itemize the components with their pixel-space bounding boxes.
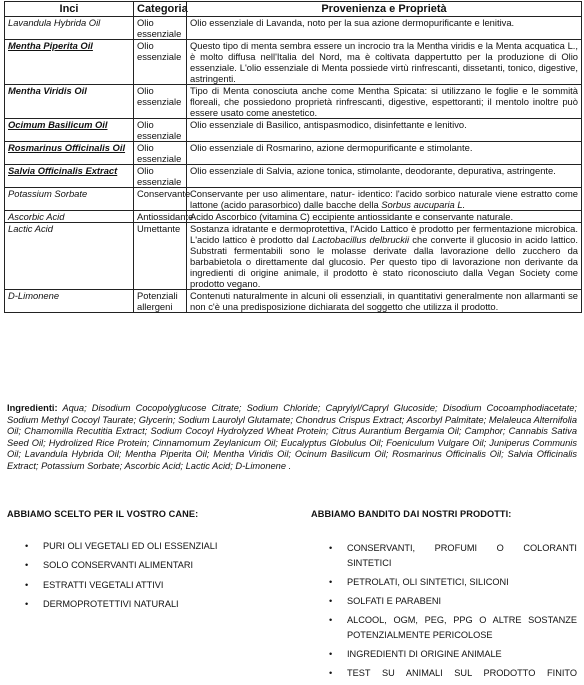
list-item: • DERMOPROTETTIVI NATURALI xyxy=(23,599,217,618)
list-item-line: TEST SU ANIMALI SUL PRODOTTO FINITO xyxy=(347,668,577,678)
table-row xyxy=(5,85,582,119)
description-text: che converte il glucosio in acido lattico. Substrati fermentabili sono le molasse derivate dalla lavorazione dello zucchero da barbabietola o direttamente dal glucosio. Per questo tipo di lavorazione non derivante da ingredienti di origine animale, il prodotto è stato riconosciuto dalla Vegan Society come prodotto vegano. xyxy=(190,234,578,289)
ingredients-paragraph xyxy=(7,403,577,472)
inci-name: Ocimum Basilicum Oil xyxy=(5,119,134,142)
description xyxy=(187,188,582,211)
banned-list xyxy=(327,541,577,685)
inci-name: Ascorbic Acid xyxy=(5,211,134,223)
species-name: Lactobacillus delbruckii xyxy=(312,234,410,245)
table-header-row xyxy=(5,2,582,17)
list-item-line: INGREDIENTI DI ORIGINE ANIMALE xyxy=(347,649,502,659)
chosen-list xyxy=(23,541,217,619)
category: Olio essenziale xyxy=(134,85,187,119)
inci-name: Mentha Viridis Oil xyxy=(5,85,134,119)
description-text: Conservante per uso alimentare, natur- identico: l'acido sorbico naturale viene estratto come lattone (acido parasorbico) dalle bacche della xyxy=(190,188,578,210)
category: Olio essenziale xyxy=(134,119,187,142)
header-provenienza: Provenienza e Proprietà xyxy=(187,2,582,17)
table-row xyxy=(5,165,582,188)
category: Olio essenziale xyxy=(134,142,187,165)
inci-name: Rosmarinus Officinalis Oil xyxy=(5,142,134,165)
inci-name: Mentha Piperita Oil xyxy=(5,40,134,85)
table-row xyxy=(5,119,582,142)
list-item xyxy=(327,666,577,681)
table-row xyxy=(5,223,582,290)
category: Conservante xyxy=(134,188,187,211)
list-item-line: PETROLATI, OLI SINTETICI, SILICONI xyxy=(347,577,509,587)
table-row xyxy=(5,211,582,223)
category: Olio essenziale xyxy=(134,40,187,85)
ingredients-list: Aqua; Disodium Cocopolyglucose Citrate; Sodium Chloride; Caprylyl/Capryl Glucoside; Disodium Cocoamphodiacetate; Sodium Methyl Cocoyl Taurate; Glycerin; Sodium Laurolyl Glutamate; Chondrus Crispus Extract; Ascorbyl Palmitate; Melaleuca Alternifolia Oil; Chamomilla Recutitia Extract; Sodium Cocoyl Hydrolyzed Wheat Protein; Citrus Aurantium Bergamia Oil; Camphor; Cannabis Sativa Seed Oil; Hydrolized Rice Protein; Cinnamomum Zeylanicum Oil; Eucalyptus Globulus Oil; Foeniculum Vulgare Oil; Juniperus Communis Oil; Lavandula Hybrida Oil; Mentha Piperita Oil; Mentha Viridis Oil; Ocinum Basilicum Oil; Rosmarinus Officinalis Oil; Salvia Officinalis Extract; Potassium Sorbate; Ascorbic Acid; Lactic Acid; D-Limonene . xyxy=(7,403,577,471)
ingredients-label: Ingredienti: xyxy=(7,403,58,413)
description: Questo tipo di menta sembra essere un incrocio tra la Mentha viridis e la Menta acquatica L., è molto diffusa nell'Italia del Nord, ma è coltivata dappertutto per la produzione di Olio essenziale. L'olio essenziale di Menta possiede virtù rinfrescanti, dissetanti, tonico, digestive, astringenti. xyxy=(187,40,582,85)
inci-name: Lactic Acid xyxy=(5,223,134,290)
table-row xyxy=(5,142,582,165)
list-item: • SOLO CONSERVANTI ALIMENTARI xyxy=(23,560,217,579)
description: Olio essenziale di Lavanda, noto per la sua azione dermopurificante e lenitiva. xyxy=(187,17,582,40)
description-text: Sostanza idratante e dermoprotettiva, l'Acido Lattico è prodotto per fermentazione microbica. L'acido lattico è prodotto dal xyxy=(190,223,578,245)
list-item xyxy=(327,647,577,662)
description: Olio essenziale di Rosmarino, azione dermopurificante e stimolante. xyxy=(187,142,582,165)
category: Olio essenziale xyxy=(134,165,187,188)
description: Acido Ascorbico (vitamina C) eccipiente antiossidante e conservante naturale. xyxy=(187,211,582,223)
list-item xyxy=(327,594,577,609)
list-item-line: SINTETICI xyxy=(347,558,392,568)
inci-name: Lavandula Hybrida Oil xyxy=(5,17,134,40)
description: Olio essenziale di Basilico, antispasmodico, disinfettante e lenitivo. xyxy=(187,119,582,142)
category: Umettante xyxy=(134,223,187,290)
list-item-line: SOLFATI E PARABENI xyxy=(347,596,442,606)
description: Tipo di Menta conosciuta anche come Mentha Spicata: si utilizzano le foglie e le sommità floreali, che possiedono proprietà rinfrescanti, digestive, espettoranti; il mentolo inoltre può essere usato come anestetico. xyxy=(187,85,582,119)
table-row xyxy=(5,17,582,40)
category: Potenziali allergeni xyxy=(134,290,187,313)
description xyxy=(187,223,582,290)
list-item: • ESTRATTI VEGETALI ATTIVI xyxy=(23,580,217,599)
inci-name: Potassium Sorbate xyxy=(5,188,134,211)
list-item-line: ALCOOL, OGM, PEG, PPG O ALTRE SOSTANZE xyxy=(347,615,577,625)
list-item xyxy=(327,541,577,571)
description: Contenuti naturalmente in alcuni oli essenziali, in quantitativi generalmente non allarmanti se non c'è una predisposizione dichiarata del soggetto che utilizza il prodotto. xyxy=(187,290,582,313)
inci-name: D-Limonene xyxy=(5,290,134,313)
list-item-line: CONSERVANTI, PROFUMI O COLORANTI xyxy=(347,543,577,553)
table-row xyxy=(5,40,582,85)
chosen-title: ABBIAMO SCELTO PER IL VOSTRO CANE: xyxy=(7,509,199,519)
species-name: Sorbus aucuparia L. xyxy=(381,199,466,210)
category: Olio essenziale xyxy=(134,17,187,40)
description: Olio essenziale di Salvia, azione tonica, stimolante, deodorante, depurativa, astringente. xyxy=(187,165,582,188)
inci-name: Salvia Officinalis Extract xyxy=(5,165,134,188)
list-item xyxy=(327,575,577,590)
table-row xyxy=(5,188,582,211)
table-row xyxy=(5,290,582,313)
list-item: • PURI OLI VEGETALI ED OLI ESSENZIALI xyxy=(23,541,217,560)
list-item-line: POTENZIALMENTE PERICOLOSE xyxy=(347,630,493,640)
header-inci: Inci xyxy=(5,2,134,17)
banned-title: ABBIAMO BANDITO DAI NOSTRI PRODOTTI: xyxy=(311,509,512,519)
category: Antiossidante xyxy=(134,211,187,223)
header-categoria: Categoria xyxy=(134,2,187,17)
inci-table xyxy=(4,1,582,313)
list-item xyxy=(327,613,577,643)
